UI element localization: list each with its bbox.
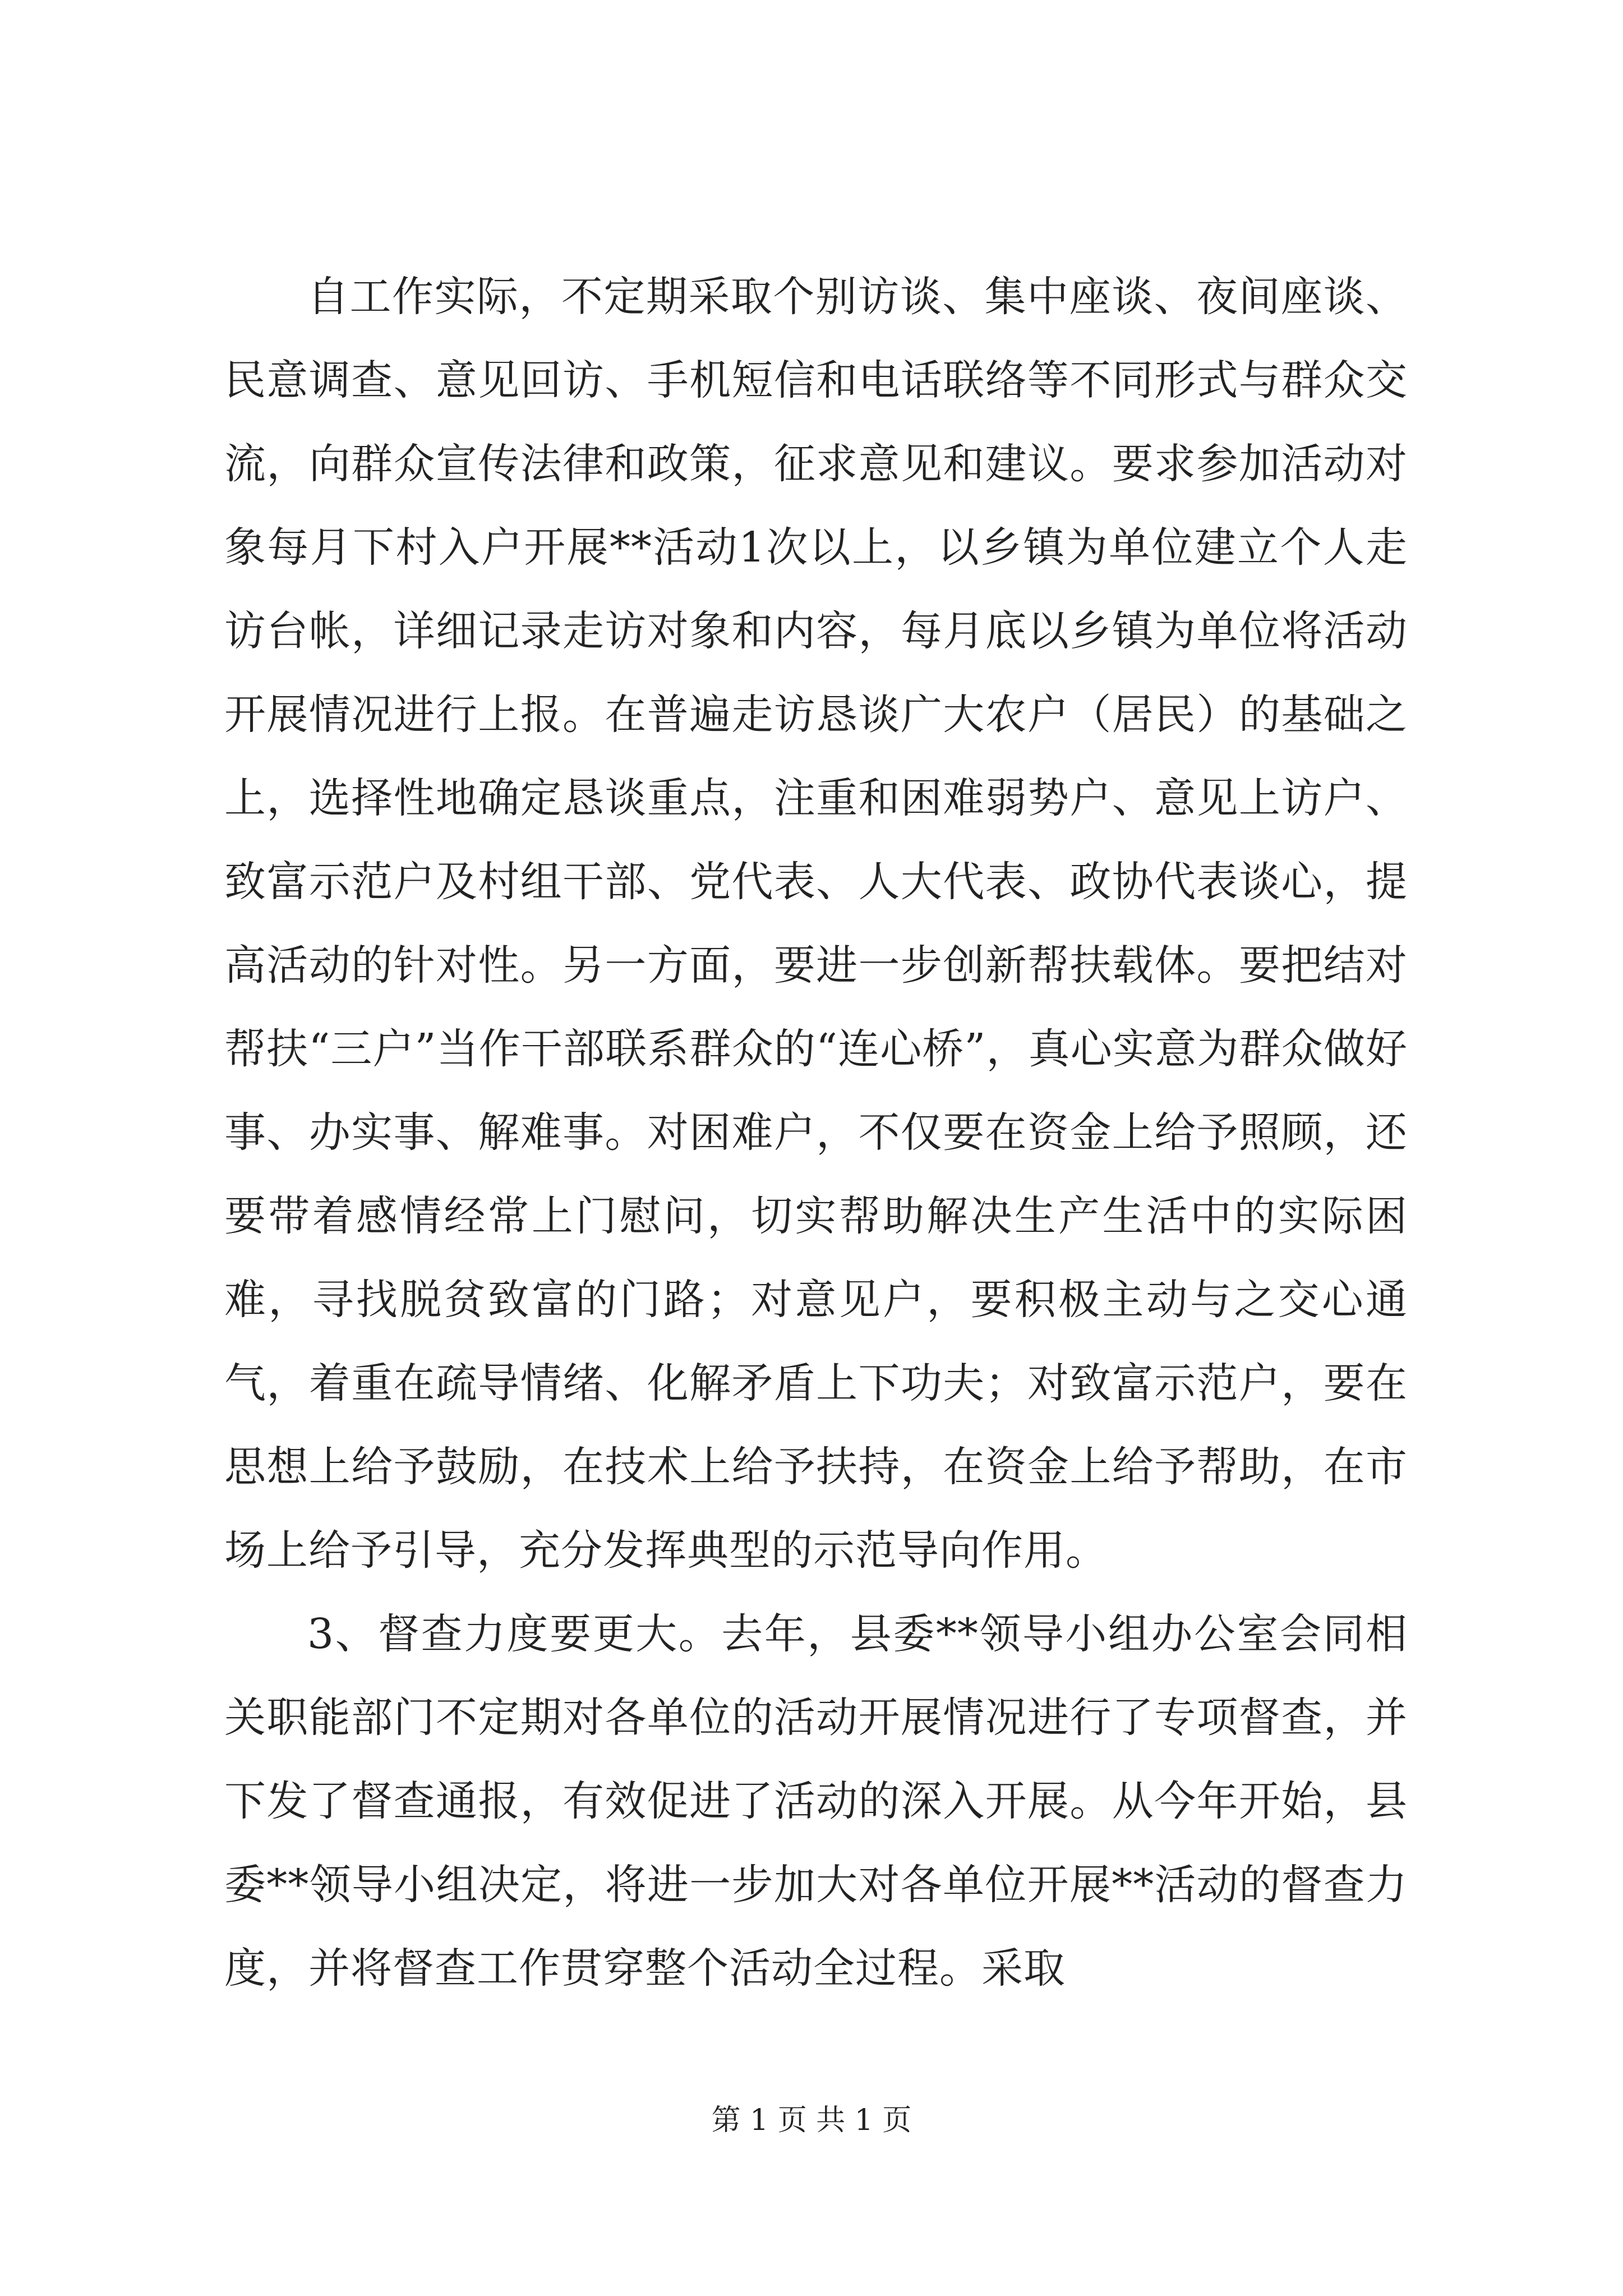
document-body [224,255,1408,2010]
paragraph-2: 3、督查力度要更大。去年，县委**领导小组办公室会同相关职能部门不定期对各单位的活动开展情况进行了专项督查，并下发了督查通报，有效促进了活动的深入开展。从今年开始，县委**领导小组决定，将进一步加大对各单位开展**活动的督查力度，并将督查工作贯穿整个活动全过程。采取 [224,1610,1408,1993]
paragraph-1: 自工作实际，不定期采取个别访谈、集中座谈、夜间座谈、民意调查、意见回访、手机短信和电话联络等不同形式与群众交流，向群众宣传法律和政策，征求意见和建议。要求参加活动对象每月下村入户开展**活动1次以上，以乡镇为单位建立个人走访台帐，详细记录走访对象和内容，每月底以乡镇为单位将活动开展情况进行上报。在普遍走访恳谈广大农户（居民）的基础之上，选择性地确定恳谈重点，注重和困难弱势户、意见上访户、致富示范户及村组干部、党代表、人大代表、政协代表谈心，提高活动的针对性。另一方面，要进一步创新帮扶载体。要把结对帮扶“三户”当作干部联系群众的“连心桥”，真心实意为群众做好事、办实事、解难事。对困难户，不仅要在资金上给予照顾，还要带着感情经常上门慰问，切实帮助解决生产生活中的实际困难，寻找脱贫致富的门路；对意见户，要积极主动与之交心通气，着重在疏导情绪、化解矛盾上下功夫；对致富示范户，要在思想上给予鼓励，在技术上给予扶持，在资金上给予帮助，在市场上给予引导，充分发挥典型的示范导向作用。 [224,273,1408,1575]
page-footer: 第 1 页 共 1 页 [711,2104,912,2137]
